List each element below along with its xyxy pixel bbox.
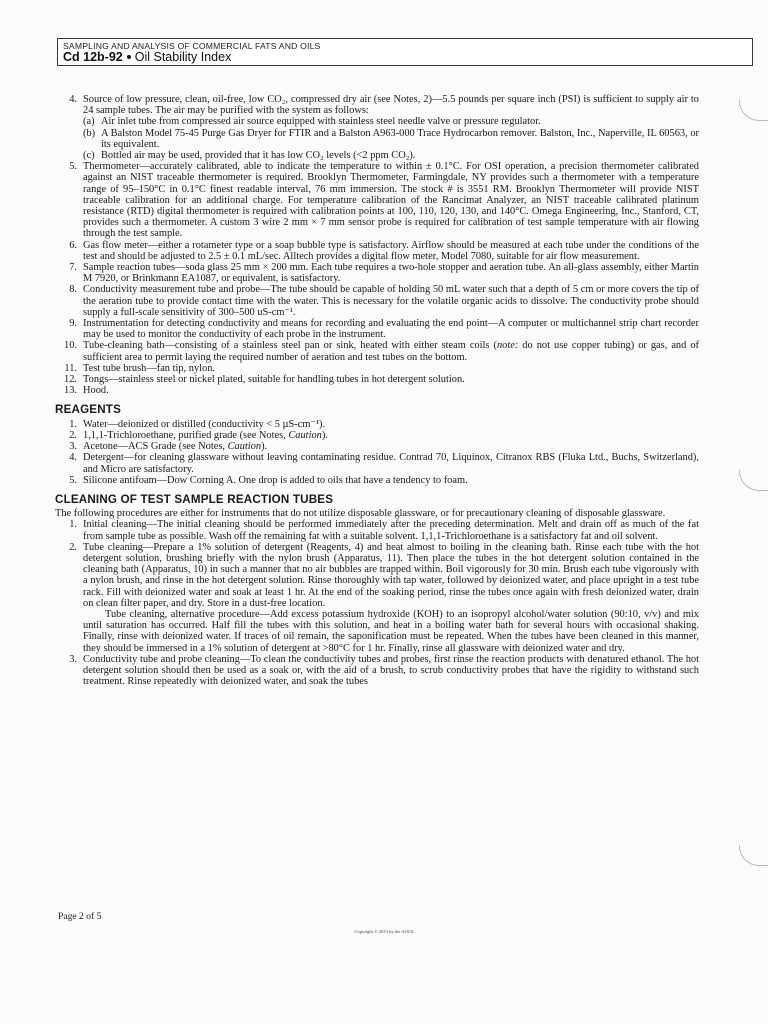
item-number: 5. (69, 474, 77, 486)
apparatus-item-8 (61, 284, 699, 318)
cleaning-list (61, 519, 699, 687)
item-number: 9. (69, 318, 77, 330)
apparatus-item-4 (61, 94, 699, 161)
item-number: 3. (69, 653, 77, 665)
reagent-item-3 (61, 441, 699, 452)
item-number: 13. (64, 385, 77, 397)
item-text: Acetone—ACS Grade (see Notes, (83, 441, 228, 453)
item-number: 2. (69, 541, 77, 553)
item-note: note: (496, 340, 519, 352)
subitem-label: (b) (83, 127, 96, 139)
apparatus-item-12 (61, 374, 699, 385)
item-number: 2. (69, 429, 77, 441)
item-number: 11. (64, 362, 77, 374)
subitem-text: Air inlet tube from compressed air source equipped with stainless steel needle valve or pressure regulator. (101, 116, 541, 128)
subitem-text: A Balston Model 75-45 Purge Gas Dryer for FTIR and a Balston A963-000 Trace Hydrocarbon remover. Balston, Inc., Naperville, IL 60563, or its equivalent. (101, 127, 699, 150)
item-number: 7. (69, 262, 77, 274)
item-text: Detergent—for cleaning glassware without leaving contaminating residue. Contrad 70, Liquinox, Citranox RBS (Fluka Ltd., Buchs, Switzerland), and Micro are satisfactory. (83, 452, 699, 475)
header-section-title: SAMPLING AND ANALYSIS OF COMMERCIAL FATS AND OILS (63, 41, 321, 51)
item-text: 1,1,1-Trichloroethane, purified grade (see Notes, (83, 429, 289, 441)
item-number: 6. (69, 239, 77, 251)
item-text: Sample reaction tubes—soda glass 25 mm × 200 mm. Each tube requires a two-hole stopper and aeration tube. An all-glass assembly, either Martin M 7920, or Brinkmann EA1087, or equivalent, is satisfactory. (83, 262, 699, 285)
document-body (55, 94, 699, 688)
item-text-cont: do not use copper tubing) or gas, and of sufficient area to permit laying the required number of aeration and test tubes on the bottom. (83, 340, 699, 363)
item-text: Tube cleaning—Prepare a 1% solution of detergent (Reagents, 4) and heat almost to boiling in the cleaning bath. Rinse each tube with the hot detergent solution, brushing briefly with the nylon brush (Apparatus, 11). Then place the tubes in the hot detergent solution contained in the cleaning bath (Apparatus, 10) in such a manner that no air bubbles are trapped within. Boil vigorously for 30 min. Brush each tube vigorously with a nylon brush, and rinse in the hot detergent solution. Rinse thoroughly with tap water, followed by deionized water, and place upright in a test tube rack. Fill with deionized water and soak at least 1 hr. At the end of the soaking period, rinse the tubes once again with fresh deionized water, drain on clean filter paper, and dry. Store in a dust-free location. (83, 541, 699, 609)
cleaning-intro: The following procedures are either for instruments that do not utilize disposable glassware, or for precautionary cleaning of disposable glassware. (55, 508, 666, 520)
page-number: Page 2 of 5 (58, 911, 102, 922)
item-number: 1. (69, 418, 77, 430)
header-method-code: Cd 12b-92 (63, 50, 123, 64)
binder-hole-mark (739, 470, 768, 491)
binder-hole-mark (739, 100, 768, 121)
apparatus-item-6 (61, 240, 699, 262)
bullet-separator-icon (127, 55, 131, 59)
subitem-c (83, 150, 699, 161)
reagent-item-4 (61, 452, 699, 474)
apparatus-item-10 (61, 340, 699, 362)
item-text-cont: ). (321, 429, 328, 441)
item-number: 8. (69, 284, 77, 296)
item-text: Conductivity tube and probe cleaning—To clean the conductivity tubes and probes, first rinse the reaction products with denatured ethanol. The hot detergent solution should then be used as a soak or, with the aid of a brush, to scrub conductivity probes that have the rigidity to withstand such treatment. Rinse repeatedly with deionized water, and soak the tubes (83, 653, 699, 688)
item-number: 5. (69, 161, 77, 173)
running-header (57, 38, 753, 66)
header-method-line (63, 50, 231, 64)
cleaning-item-2 (61, 542, 699, 654)
caution-ref: Caution (227, 441, 262, 453)
item-text: Tongs—stainless steel or nickel plated, suitable for handling tubes in hot detergent solution. (83, 374, 465, 386)
item-text: Initial cleaning—The initial cleaning should be performed immediately after the preceding determination. Melt and drain off as much of the fat from sample tube as possible. Wash off the remaining fat with a suitable solvent. 1,1,1-Trichloroethane is a satisfactory fat and oil solvent. (83, 519, 699, 542)
cleaning-item-1 (61, 519, 699, 541)
apparatus-item-11 (61, 363, 699, 374)
item-text: Test tube brush—fan tip, nylon. (83, 362, 216, 374)
reagent-item-1 (61, 419, 699, 430)
apparatus-item-5 (61, 161, 699, 239)
cleaning-heading: CLEANING OF TEST SAMPLE REACTION TUBES (55, 492, 334, 506)
reagents-heading: REAGENTS (55, 403, 122, 417)
item-text-cont: ). (261, 441, 268, 453)
item-text: Tube-cleaning bath—consisting of a stainless steel pan or sink, heated with either steam coils ( (83, 340, 497, 352)
alternative-procedure: Tube cleaning, alternative procedure—Add excess potassium hydroxide (KOH) to an isopropyl alcohol/water solution (90:10, v/v) and mix until saturation has occurred. Half fill the tubes with this solution, and heat in a boiling water bath for several hours with occasional shaking. Finally, rinse with deionized water. If traces of oil remain, the saponification must be repeated. When the tubes have been cleaned in this manner, they should be immersed in a 1% solution of detergent at >80°C for 1 hr. Finally, rinse all glassware with deionized water and dry. (83, 608, 699, 654)
item-number: 3. (69, 441, 77, 453)
subitem-label: (c) (83, 150, 95, 162)
header-method-title: Oil Stability Index (134, 50, 232, 64)
item-text: Instrumentation for detecting conductivity and means for recording and evaluating the end point—A computer or multichannel strip chart recorder may be used to monitor the conductivity of each probe in the instrument. (83, 318, 699, 341)
cleaning-item-3 (61, 654, 699, 688)
item-number: 4. (69, 452, 77, 464)
apparatus-item-13 (61, 385, 699, 396)
apparatus-item-7 (61, 262, 699, 284)
item-text: Thermometer—accurately calibrated, able to indicate the temperature to within ± 0.1°C. For OSI operation, a precision thermometer calibrated against an NIST traceable thermometer is required. Brooklyn Thermometer, Farmingdale, NY provides such a thermometer with a temperature range of 95–150°C in 0.1°C finest readable interval, 76 mm immersion. The stock # is 3551 RM. Brooklyn Thermometer will provide NIST traceable calibration for an additional charge. For temperature calibration of the Rancimat Analyzer, an NIST traceable calibrated platinum resistance (RTD) digital thermometer is required with calibration points at 100, 110, 120, 130, and 140°C. Omega Engineering, Inc., Stanford, CT, provides such a thermometer. A custom 3 wire 2 mm × 7 mm sensor probe is required for calibration of test sample temperature with air flowing through the test sample. (83, 161, 699, 240)
apparatus-list (61, 94, 699, 396)
item-number: 4. (69, 94, 77, 105)
subitem-text: Bottled air may be used, provided that it has low CO₂ levels (<2 ppm CO₂). (101, 150, 416, 162)
reagent-item-5 (61, 475, 699, 486)
item-text: Water—deionized or distilled (conductivity < 5 µS-cm⁻¹). (83, 418, 326, 430)
reagent-item-2 (61, 430, 699, 441)
subitem-b (83, 128, 699, 150)
subitem-a (83, 116, 699, 127)
item-text: Conductivity measurement tube and probe—The tube should be capable of holding 50 mL water such that a depth of 5 cm or more covers the tip of the aeration tube to provide contact time with the water. This is necessary for the volatile organic acids to dissolve. The conductivity probe should supply a full-scale sensitivity of 300–500 uS-cm⁻¹. (83, 284, 699, 318)
copyright-notice: Copyright © 2013 by the AOCS (354, 929, 414, 934)
binder-hole-mark (739, 845, 768, 866)
caution-ref: Caution (288, 429, 322, 441)
item-text: Hood. (83, 385, 109, 397)
apparatus-item-9 (61, 318, 699, 340)
item-text: Silicone antifoam—Dow Corning A. One drop is added to oils that have a tendency to foam. (83, 474, 468, 486)
subitem-label: (a) (83, 116, 95, 128)
item-number: 1. (69, 519, 77, 531)
item-number: 12. (64, 374, 77, 386)
item-text: Gas flow meter—either a rotameter type or a soap bubble type is satisfactory. Airflow should be measured at each tube under the conditions of the test and should be adjusted to 2.5 ± 0.1 mL/sec. Alltech provides a digital flow meter, Model 7080, suitable for air flow measurement. (83, 239, 699, 262)
reagents-list (61, 419, 699, 486)
item-number: 10. (64, 340, 77, 352)
item-text: Source of low pressure, clean, oil-free, low CO₂, compressed dry air (see Notes, 2)—5.5 pounds per square inch (PSI) is sufficient to supply air to 24 sample tubes. The air may be purified with the system as follows: (83, 94, 699, 117)
